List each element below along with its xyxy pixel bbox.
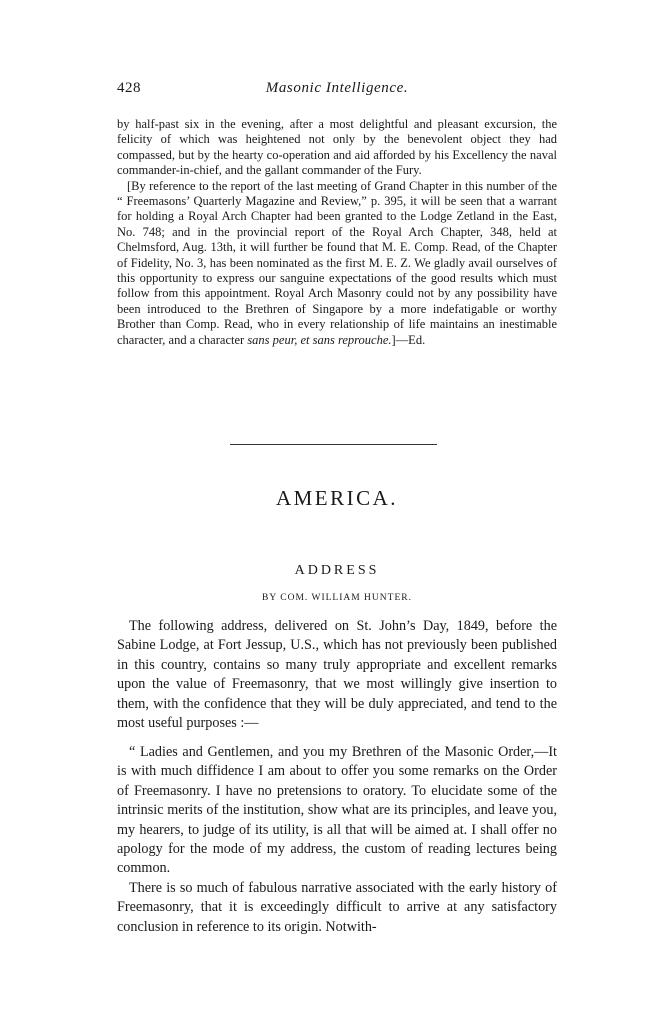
address-paragraph-1: “ Ladies and Gentlemen, and you my Brethren of the Masonic Order,—It is with much diffidence I am about to offer you some remarks on the Order of Freemasonry. I have no pretensions to oratory. To elucidate some of the intrinsic merits of the institution, show what are its principles, and leave you, my hearers, to judge of its utility, is all that will be aimed at. I shall offer no apology for the mode of my address, the custom of reading lectures being common.	[117, 744, 557, 877]
section-heading: AMERICA.	[275, 486, 399, 510]
section-divider	[230, 444, 437, 445]
editorial-paragraph-1: by half-past six in the evening, after a most delightful and pleasant excursion, the felicity of which was heightened not only by the benevolent object they had compassed, but by the hearty co-operation and aid afforded by his Excellency the naval commander-in-chief, and the gallant commander of the Fury.	[117, 117, 557, 178]
address-section	[117, 743, 557, 937]
running-title: Masonic Intelligence.	[265, 80, 409, 96]
editorial-note-italic: sans peur, et sans reprouche.	[247, 332, 392, 347]
editorial-section	[117, 117, 557, 348]
page-number: 428	[117, 80, 141, 96]
intro-paragraph: The following address, delivered on St. John’s Day, 1849, before the Sabine Lodge, at Fort Jessup, U.S., which has not previously been published in this country, contains so many truly appropriate and excellent remarks upon the value of Freemasonry, that we most willingly give insertion to them, with the confidence that they will be duly appreciated, and tend to the most useful purposes :—	[117, 618, 557, 732]
address-heading: ADDRESS	[294, 563, 380, 578]
intro-section	[117, 617, 557, 733]
editorial-note	[117, 179, 557, 348]
byline: BY COM. WILLIAM HUNTER.	[262, 593, 412, 603]
address-paragraph-2: There is so much of fabulous narrative associated with the early history of Freemasonry, that it is exceedingly difficult to arrive at any satisfactory conclusion in reference to its origin. Notwith-	[117, 879, 557, 935]
editorial-note-end: ]—Ed.	[391, 332, 426, 347]
editorial-note-text: [By reference to the report of the last meeting of Grand Chapter in this number of the “ Freemasons’ Quarterly Magazine and Review,” p. 395, it will be seen that a warrant for holding a Royal Arch Chapter had been granted to the Lodge Zetland in the East, No. 748; and in the provincial report of the Royal Arch Chapter, 348, held at Chelmsford, Aug. 13th, it will further be found that M. E. Comp. Read, of the Chapter of Fidelity, No. 3, has been nominated as the first M. E. Z. We gladly avail ourselves of this opportunity to express our sanguine expectations of the good results which must follow from this appointment. Royal Arch Masonry could not by any possibility have been introduced to the Brethren of Singapore by a more indefatigable or worthy Brother than Comp. Read, who in every relationship of life maintains an inestimable character, and a character	[117, 178, 557, 347]
running-head	[117, 80, 557, 100]
